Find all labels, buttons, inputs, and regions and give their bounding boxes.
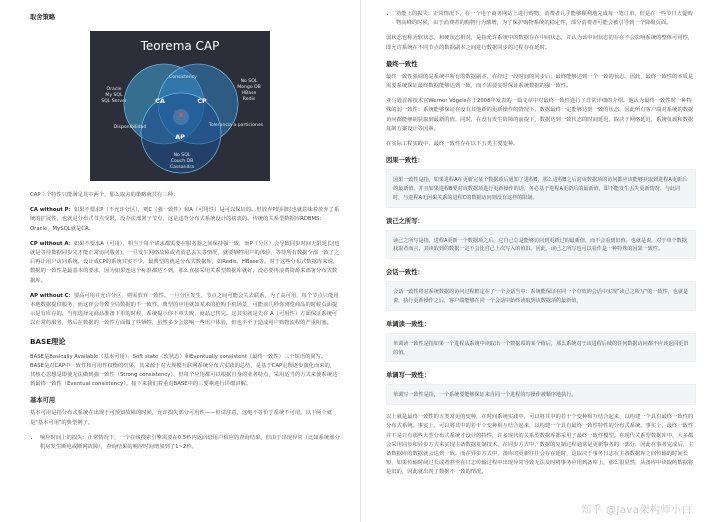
base-theory-heading: BASE理论 — [30, 336, 66, 346]
session-consistency-heading: 会话一致性： — [386, 269, 424, 277]
ap-without-c-paragraph — [30, 292, 340, 329]
cp-tech-list: No SQL Mongo DB HBase Redis — [237, 79, 261, 102]
eventual-consistency-heading: 最终一致性 — [386, 60, 418, 68]
cap-theorem-figure — [90, 31, 270, 181]
causal-consistency-quote — [386, 169, 696, 207]
monotonic-read-heading: 单调读一致性： — [386, 320, 431, 328]
ap-without-c-text: 要高可用并允许分区，则需放弃一致性。一旦分区发生，节点之间可能会失去联系，为了高可用，每个节点只能用本地数据提供服务，而这样会导致全局数据的不一致性。典型的应用就如某米的抢购手机场景，可能前几秒你浏览商品的时候页面提示是有库存的，当你选择完商品准备下单的时候，系统提示你下单失败，商品已售完。这其实就是先在 A（可用性）方面保证系统可以正常的服务，然后在数据的一致性方面做了些牺牲，虽然多少会影响一些用户体验，但也不至于造成用户购物流程的严重阻塞。 — [30, 292, 339, 327]
cap-label-partition: Tolerancia a particiones — [208, 123, 264, 128]
basic-availability-list-continued — [386, 10, 696, 28]
cap-label-availability: Disponibilidad — [113, 125, 147, 130]
ap-without-c-lead: AP without C： — [30, 292, 74, 299]
read-your-writes-heading: 读己之所写： — [386, 217, 424, 225]
basic-availability-paragraph: 基本可用是指分布式系统在出现不可预知故障的时候，允许损失部分可用性——但请注意，这绝不等价于系统不可用。以下两个就是"基本可用"的典型例子。 — [30, 410, 332, 426]
variants-summary-paragraph: 以上就是最终一致性的五类常见的变种，在时间系统实践中，可以将其中的若干个变种相互结合起来，以构建一个具有最终一致性的分布式系统。事实上，可以将其中的若干个变种相互结合起来，以构建一个具有最终一致性特性的分布式系统。事实上，最终一致性并不是只有那些大型分布式系统才设计的特性，许多现代的关系型数据库都采用了最终一致性模型。在现代关系型数据库中，大多都会采用同步和异步方式来实现主备数据复制技术。在同步方式中，数据的复制过程通常是更新事务的一部分，因此在事务完成后，主备数据库的数据就会达到一致。而在异步方式中，备库的更新往往会存在延时，这取决于事务日志在主备数据库之间传输的时间长短，如果传输时间过长或者甚至在日志传输过程中出现异常导致无法及时将事务应用到备库上，那么很显然，从备库中读取的数据将是旧的，因此就出现了数据不一致的情况。 — [386, 414, 694, 476]
read-your-writes-text: 读己之所写是指，进程A更新一个数据项之后，它自己总是能够访问到更新过的最新值，而不会看到旧值。也就是说，对于单个数据获取者而言，其读取到的数据一定不会比自己上次写入的值旧。因此，读己之所写也可以看作是一种特殊的因果一致性。 — [393, 237, 687, 253]
ca-without-p-text: 如果不要求P（不允许分区），则C（强一致性）和A（可用性）是可以保证的。但放弃P的同时也就意味着放弃了系统的扩展性，也就是分布式节点受限，没办法部署子节点，这是违背分布式系统设计的初衷的。传统的关系型数据库RDBMS：Oracle、MySQL就是CA。 — [30, 207, 340, 232]
list-item: • 功能上的损失：正常情况下，在一个电子商务网站上进行购物，消费者几乎能够顺利地完成每一笔订单，但是在一些节日大促购物高峰的时候，由于消费者的购物行为激增，为了保护购物系统的稳定性，部分消费者可能会被引导到一个降级页面。 — [396, 10, 696, 28]
basic-availability-list — [30, 434, 340, 452]
monotonic-write-text: 单调写一致性是指，一个系统要能够保证来自同一个进程的写操作被顺序地执行。 — [393, 392, 577, 399]
causal-consistency-heading: 因果一致性： — [386, 157, 424, 165]
ca-without-p-lead: CA without P： — [30, 207, 74, 214]
basic-availability-heading: 基本可用 — [30, 397, 56, 405]
read-your-writes-quote — [386, 230, 696, 260]
ap-tech-list: No SQL Couch DB Cassandra — [169, 153, 195, 170]
base-theory-paragraph: BASE是Basically Available（基本可用）、Soft state（软状态）和Eventually consistent（最终一致性）三个短语的简写。BASE是对CAP中一致性和可用性权衡的结果，其来源于对大规模互联网系统分布式实践的总结，是基于CAP定理逐步演化而来的，其核心思想是即使无法做到强一致性（Strong consistency），但每个应用都可以根据自身的业务特点，采用适当的方式来使系统达到最终一致性（Eventual consistency）。接下来我们着重对BASE中的三要素进行详细讲解。 — [30, 353, 338, 388]
monotonic-read-quote — [386, 333, 696, 363]
ca-without-p-paragraph — [30, 206, 340, 234]
cp-without-a-paragraph — [30, 240, 340, 286]
ca-tech-list: Oracle My SQL SQL Server — [101, 87, 127, 104]
werner-vogels-paragraph: 亚马逊首席技术官Werner Vogels在于2008年发表的一篇文章中对最终一致性进行了非常详细的介绍。他认为最终一致性时一种特殊的弱一致性：系统能够保证在没有其他新的更新操作的情况下，数据最终一定能够达到一致的状态，因此所有客户端对系统的数据访问都能够胡获取到最新的值。同时，在没有发生故障的前提下，数据达到一致状态的时间延迟，取决于网络延迟，系统负载和数据复制方案设计等因素。 — [386, 98, 694, 132]
monotonic-write-quote — [386, 384, 696, 405]
cap-x-marker: X — [178, 111, 184, 119]
watermark: 知乎 @Java架构师小白 — [581, 505, 692, 516]
cap-ca: CA — [155, 97, 165, 105]
session-consistency-quote — [386, 281, 696, 311]
cap-cp: CP — [197, 97, 207, 105]
section-heading-tradeoffs: 取舍策略 — [30, 14, 56, 21]
cap-intro: CAP三个特性只能满足其中两个，那么取舍的策略就共有三种： — [30, 192, 179, 198]
causal-consistency-text: 因果一致性是指，如果进程A在更新完某个数据项后通知了进程B，那么进程B之后对该数据项的访问都应该能够获取到进程A更新后的最新值，并且如果进程B要对该数据项进行更新操作的话，务必基于进程A更新后的最新值，即不能发生丢失更新情况。与此同时，与进程A无因果关系的进程C的数据访问则没有这样的限制。 — [393, 177, 688, 201]
variants-intro: 在实际工程实践中，最终一致性存在以下五类主要变种。 — [386, 141, 519, 148]
cp-without-a-lead: CP without A： — [30, 240, 74, 247]
soft-state-paragraph: 弱状态也称为软状态，和硬状态相对，是指允许系统中的数据存在中间状态，并认为该中间状态的存在不会影响系统的整体可用性，即允许系统在不同节点的数据副本之间进行数据同步的过程存在延时。 — [386, 35, 694, 51]
session-consistency-text: 会话一致性将对系统数据的访问过程框定在了一个会话当中：系统能保证在同一个有效的会话中实现"读己之所写"的一致性，也就是说，执行更新操作之后，客户端能够在同一个会话中始终读取到该数据项的最新值。 — [393, 289, 689, 305]
list-item: • 响应时间上的损失：正常情况下，一个在线搜索引擎需要在0.5秒内返回给用户相应的查询结果，但由于出现异常（比如系统部分机房发生断电或断网故障），查询结果的响应时间增加到了1~2秒。 — [40, 434, 340, 452]
cap-ap: AP — [175, 133, 185, 141]
monotonic-write-heading: 单调写一致性： — [386, 372, 431, 380]
cp-without-a-text: 如果不要求A（可用），相当于每个请求都需要在服务器之间保持强一致，而P（分区）会导致同步时间无限延长(也就是等待数据同步完才能正常访问服务)，一旦发生网络故障或者消息丢失等情况，就要牺牲用户的体验，等待所有数据全部一致了之后再让用户访问系统。设计成CP的系统其实不少，最典型的就是分布式数据库，如Redis、HBase等。对于这些分布式数据库来说，数据的一致性是最基本的要求，因为如果连这个标准都达不到，那么直接采用关系型数据库就好，没必要再浪费资源来部署分布式数据库。 — [30, 240, 340, 284]
cap-figure-title: Teorema CAP — [140, 39, 220, 53]
eventual-consistency-paragraph: 最终一致性强调的是系统中所有的数据副本，在经过一段时间的同步后，最终能够达到一个一致的状态。因此，最终一致性的本质是需要系统保证最终数据能够达到一致，而不需要实时保证系统数据的强一致性。 — [386, 73, 694, 90]
monotonic-read-text: 单调读一致性是指如果一个进程从系统中读取出一个数据项的某个值后，那么系统对于该进程后续的任何数据访问都不应该返回更旧的值。 — [393, 340, 689, 356]
right-page-column — [386, 0, 696, 522]
cap-label-consistency: Consistency — [169, 75, 197, 80]
left-page-column — [30, 0, 340, 522]
